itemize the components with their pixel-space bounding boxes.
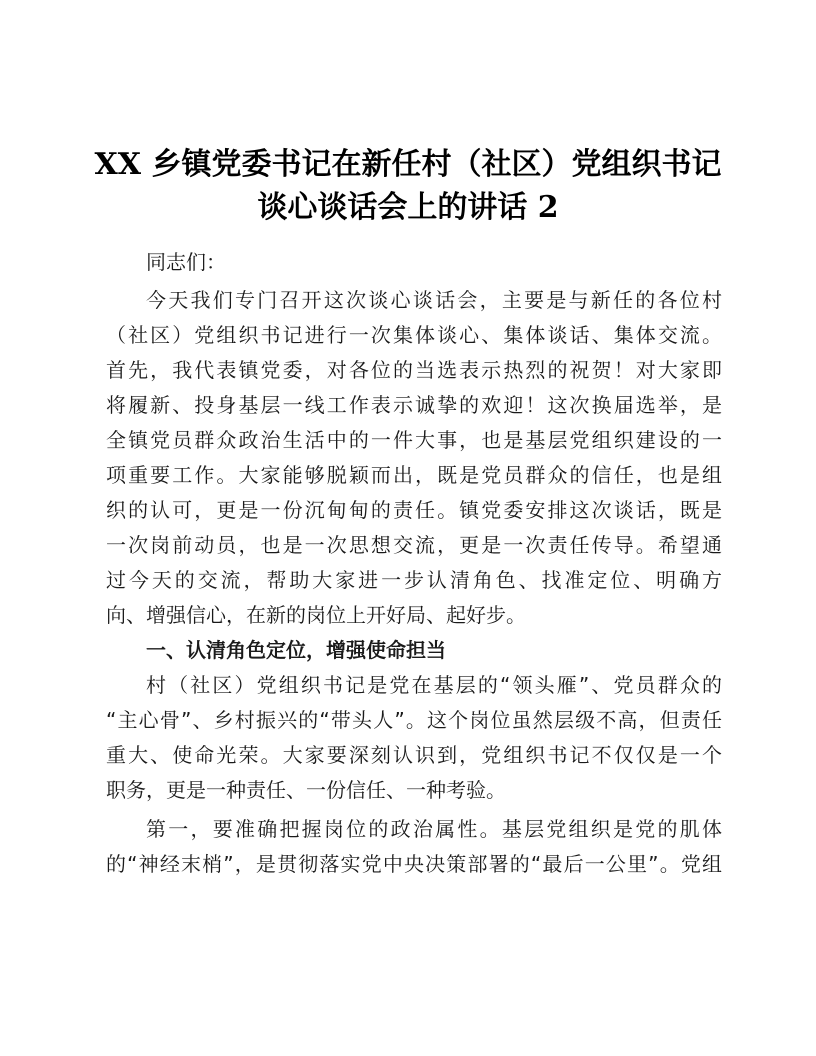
paragraph-line: 将履新、投身基层一线工作表示诚挚的欢迎！这次换届选举，是 [106, 393, 722, 417]
paragraph-line: 过今天的交流，帮助大家进一步认清角色、找准定位、明确方 [106, 568, 722, 592]
paragraph-line: 第一，要准确把握岗位的政治属性。基层党组织是党的肌体 [146, 817, 722, 841]
paragraph-line: 一次岗前动员，也是一次思想交流，更是一次责任传导。希望通 [106, 533, 722, 557]
paragraph-line: 全镇党员群众政治生活中的一件大事，也是基层党组织建设的一 [106, 428, 722, 452]
paragraph-line: 向、增强信心，在新的岗位上开好局、起好步。 [106, 603, 526, 627]
section-heading: 一、认清角色定位，增强使命担当 [146, 638, 446, 662]
paragraph-line: “主心骨”、乡村振兴的“带头人”。这个岗位虽然层级不高，但责任 [106, 708, 722, 732]
document-title-line-2: 谈心谈话会上的讲话 2 [257, 190, 559, 225]
paragraph-line: 首先，我代表镇党委，对各位的当选表示热烈的祝贺！对大家即 [106, 358, 722, 382]
greeting: 同志们： [146, 250, 226, 274]
paragraph-line: 职务，更是一种责任、一份信任、一种考验。 [106, 778, 506, 802]
paragraph-line: 织的认可，更是一份沉甸甸的责任。镇党委安排这次谈话，既是 [106, 498, 722, 522]
paragraph-line: 今天我们专门召开这次谈心谈话会，主要是与新任的各位村 [146, 288, 722, 312]
paragraph-line: 的“神经末梢”，是贯彻落实党中央决策部署的“最后一公里”。党组 [106, 852, 722, 876]
document-title-line-1: XX 乡镇党委书记在新任村（社区）党组织书记 [94, 147, 722, 182]
paragraph-line: 项重要工作。大家能够脱颖而出，既是党员群众的信任，也是组 [106, 463, 722, 487]
paragraph-line: 重大、使命光荣。大家要深刻认识到，党组织书记不仅仅是一个 [106, 743, 722, 767]
paragraph-line: （社区）党组织书记进行一次集体谈心、集体谈话、集体交流。 [106, 323, 722, 347]
paragraph-line: 村（社区）党组织书记是党在基层的“领头雁”、党员群众的 [146, 673, 722, 697]
